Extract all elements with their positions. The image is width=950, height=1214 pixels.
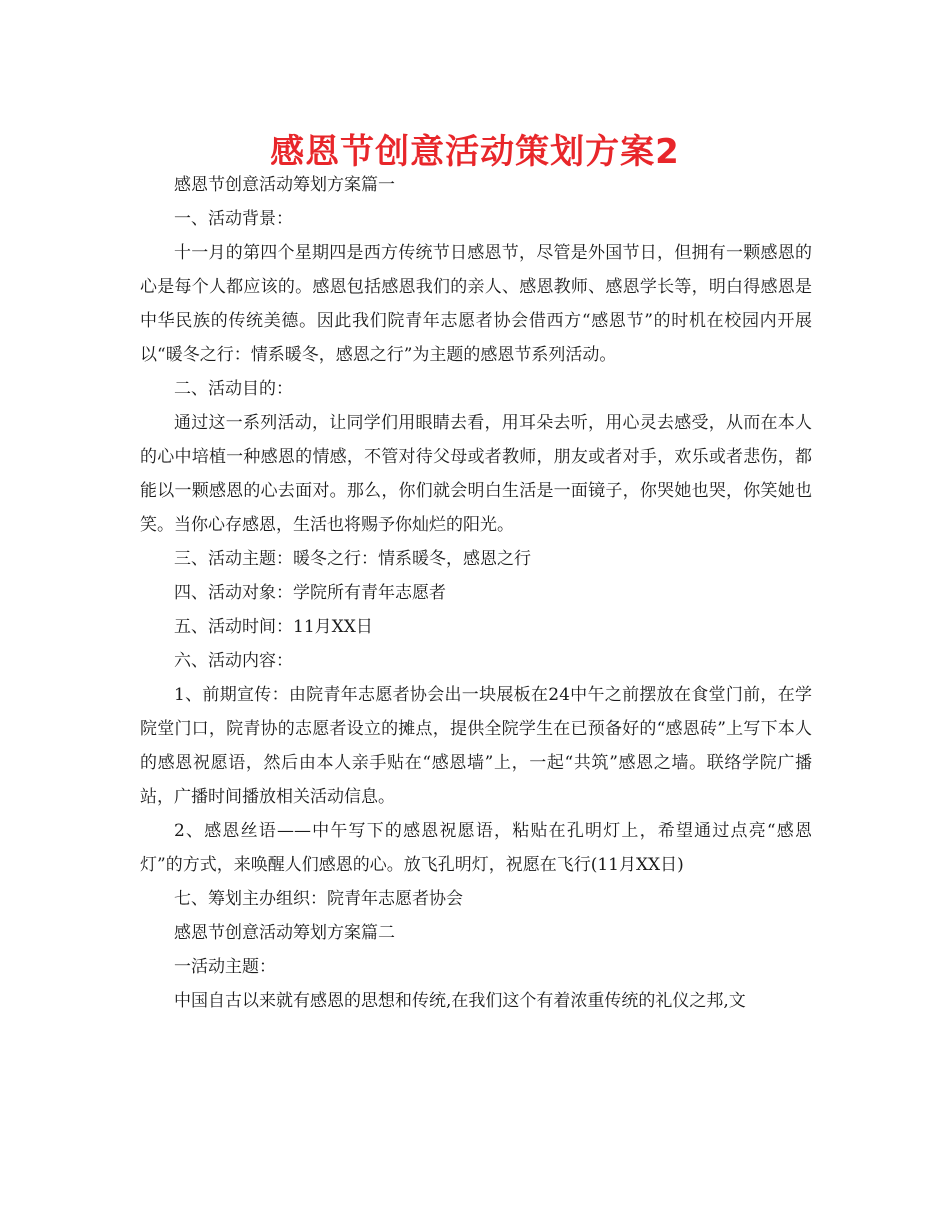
section-heading-part-two: 感恩节创意活动筹划方案篇二 [174,923,395,943]
item-theme: 三、活动主题：暖冬之行：情系暖冬，感恩之行 [174,549,531,569]
document-body [140,168,812,1018]
heading-content: 六、活动内容： [174,651,293,671]
paragraph-background: 十一月的第四个星期四是西方传统节日感恩节，尽管是外国节日，但拥有一颗感恩的心是每个人都应该的。感恩包括感恩我们的亲人、感恩教师、感恩学长等，明白得感恩是中华民族的传统美德。因此我们院青年志愿者协会借西方“感恩节”的时机在校园内开展以“暖冬之行：情系暖冬，感恩之行”为主题的感恩节系列活动。 [140,243,812,365]
item-time: 五、活动时间：11月XX日 [174,617,373,637]
item-organizer: 七、筹划主办组织：院青年志愿者协会 [174,889,463,909]
paragraph-tradition: 中国自古以来就有感恩的思想和传统,在我们这个有着浓重传统的礼仪之邦,文 [174,991,746,1011]
item-audience: 四、活动对象：学院所有青年志愿者 [174,583,446,603]
heading-purpose: 二、活动目的： [174,379,293,399]
paragraph-lanterns: 2、感恩丝语——中午写下的感恩祝愿语，粘贴在孔明灯上，希望通过点亮“感恩灯”的方式，来唤醒人们感恩的心。放飞孔明灯，祝愿在飞行(11月XX日) [140,821,812,875]
paragraph-publicity: 1、前期宣传：由院青年志愿者协会出一块展板在24中午之前摆放在食堂门前，在学院堂门口，院青协的志愿者设立的摊点，提供全院学生在已预备好的“感恩砖”上写下本人的感恩祝愿语，然后由本人亲手贴在“感恩墙”上，一起“共筑”感恩之墙。联络学院广播站，广播时间播放相关活动信息。 [140,685,812,807]
paragraph-purpose: 通过这一系列活动，让同学们用眼睛去看，用耳朵去听，用心灵去感受，从而在本人的心中培植一种感恩的情感，不管对待父母或者教师，朋友或者对手，欢乐或者悲伤，都能以一颗感恩的心去面对。那么，你们就会明白生活是一面镜子，你哭她也哭，你笑她也笑。当你心存感恩，生活也将赐予你灿烂的阳光。 [140,413,812,535]
heading-theme-two: 一活动主题： [174,957,276,977]
section-heading-part-one: 感恩节创意活动筹划方案篇一 [174,175,395,195]
heading-background: 一、活动背景： [174,209,293,229]
document-title: 感恩节创意活动策划方案2 [270,132,680,172]
